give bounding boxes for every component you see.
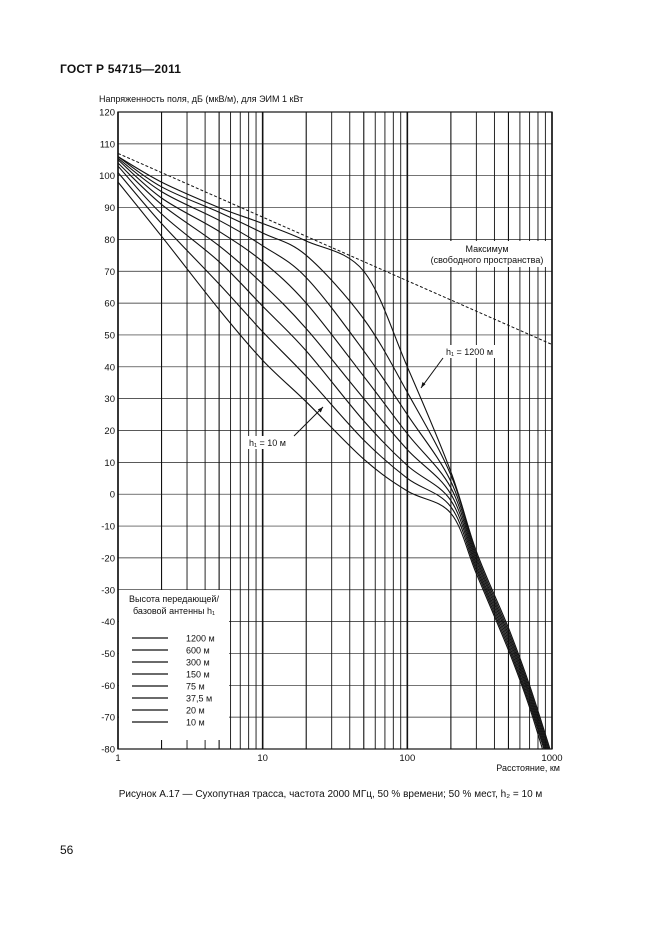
y-tick-label: -60 xyxy=(101,680,115,692)
y-tick-label: 40 xyxy=(104,362,115,374)
y-tick-label: 30 xyxy=(104,394,115,406)
free-space-label-2: (свободного пространства) xyxy=(430,255,544,265)
annotation-h1-10: h₁ = 10 м xyxy=(249,438,286,448)
y-tick-label: -10 xyxy=(101,521,115,533)
legend-entry: 75 м xyxy=(186,681,205,692)
y-tick-label: -40 xyxy=(101,617,115,629)
y-tick-label: 60 xyxy=(104,298,115,310)
legend-entry: 300 м xyxy=(186,657,210,668)
x-tick-label: 1000 xyxy=(541,753,563,764)
y-tick-label: 0 xyxy=(109,489,115,501)
chart-legend xyxy=(119,590,229,740)
legend-entry: 150 м xyxy=(186,669,210,680)
y-tick-label: -70 xyxy=(101,712,115,724)
y-tick-label: 90 xyxy=(104,203,115,215)
legend-title: Высота передающей/ xyxy=(129,594,219,604)
y-tick-label: -50 xyxy=(101,648,115,660)
y-tick-label: 100 xyxy=(99,171,115,183)
legend-entry: 1200 м xyxy=(186,633,215,644)
y-tick-label: 120 xyxy=(99,107,115,119)
x-axis-label: Расстояние, км xyxy=(496,763,560,773)
y-tick-label: -20 xyxy=(101,553,115,565)
y-tick-label: 70 xyxy=(104,266,115,278)
legend-entry: 10 м xyxy=(186,717,205,728)
figure-caption: Рисунок А.17 — Сухопутная трасса, частота 2000 МГц, 50 % времени; 50 % мест, h₂ = 10 м xyxy=(118,789,543,800)
y-tick-label: 20 xyxy=(104,426,115,437)
y-tick-label: 10 xyxy=(104,457,115,469)
y-tick-label: -80 xyxy=(101,744,115,756)
legend-title-2: базовой антенны h₁ xyxy=(132,606,216,616)
x-tick-label: 1 xyxy=(115,753,121,764)
annotation-arrow xyxy=(294,407,323,436)
legend-entry: 600 м xyxy=(186,645,210,656)
legend-entry: 37,5 м xyxy=(186,693,213,704)
y-tick-label: 80 xyxy=(104,234,115,246)
legend-entry: 20 м xyxy=(186,705,205,716)
page-number: 56 xyxy=(60,843,74,857)
x-tick-label: 100 xyxy=(399,753,416,764)
y-tick-label: 110 xyxy=(99,139,115,151)
annotation-h1-1200: h₁ = 1200 м xyxy=(446,347,494,357)
document-header: ГОСТ Р 54715—2011 xyxy=(60,62,182,76)
free-space-label: Максимум xyxy=(465,244,509,254)
x-tick-label: 10 xyxy=(257,753,268,764)
y-tick-label: 50 xyxy=(104,330,115,342)
y-tick-label: -30 xyxy=(101,585,115,597)
y-axis-label: Напряженность поля, дБ (мкВ/м), для ЭИМ 1 кВт xyxy=(99,94,304,104)
